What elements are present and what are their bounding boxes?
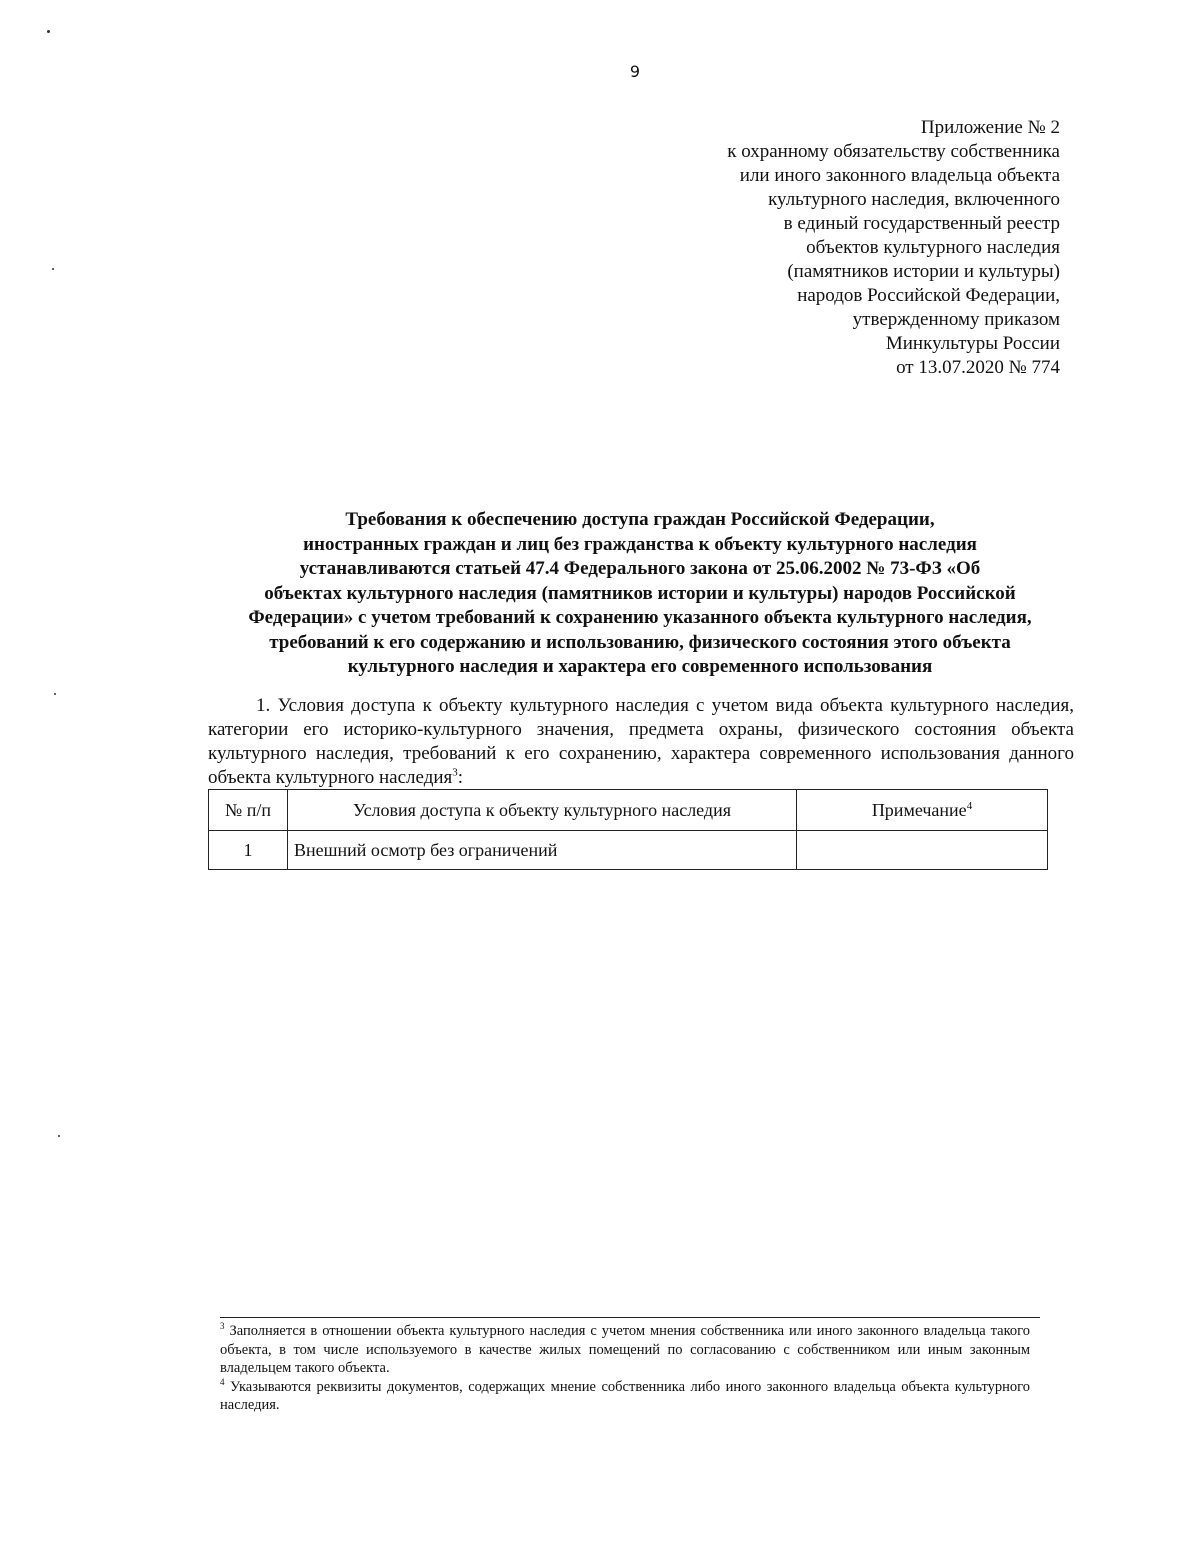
title-line: Федерации» с учетом требований к сохранению указанного объекта культурного наследия, [248,607,1032,628]
footnote-mark: 4 [220,1376,225,1387]
title-line: иностранных граждан и лиц без гражданства к объекту культурного наследия [303,533,977,555]
footnote-ref: 3 [452,766,458,779]
table-header-row [209,790,1048,831]
paragraph-text: 1. Условия доступа к объекту культурного наследия с учетом вида объекта культурного наследия, категории его историко-культурного значения, предмета охраны, физического состояния объекта культурного наследия, требований к его сохранению, характера современного использования данного объекта культурного наследия [208,695,1074,788]
appendix-line: от 13.07.2020 № 774 [896,357,1060,378]
appendix-line: или иного законного владельца объекта [739,165,1060,186]
scan-speck [52,268,54,270]
footnote-divider [220,1317,1040,1318]
document-title [200,508,1080,680]
scan-speck [54,693,56,695]
appendix-header [640,116,1060,380]
access-conditions-paragraph [208,694,1074,790]
footnote-item [220,1322,1030,1378]
title-line: требований к его содержанию и использованию, физического состояния этого объекта [269,631,1011,653]
appendix-line: Приложение № 2 [920,117,1060,138]
appendix-line: культурного наследия, включенного [768,189,1060,210]
footnote-ref: 4 [966,799,973,812]
header-note [797,790,1048,831]
footnote-text: Указываются реквизиты документов, содержащих мнение собственника либо иного законного владельца объекта культурного наследия. [220,1378,1030,1413]
title-line: объектах культурного наследия (памятников истории и культуры) народов Российской [264,582,1016,604]
appendix-line: Минкультуры России [885,333,1060,354]
scan-speck [58,1135,60,1137]
appendix-line: утвержденному приказом [852,309,1060,330]
footnote-text: Заполняется в отношении объекта культурного наследия с учетом мнения собственника или иного законного владельца такого объекта, в том числе используемого в качестве жилых помещений по согласованию с собственником или иным законным владельцем такого объекта. [220,1323,1030,1376]
title-line: устанавливаются статьей 47.4 Федерального закона от 25.06.2002 № 73-ФЗ «Об [299,558,981,579]
footnote-item [220,1378,1030,1415]
title-line: культурного наследия и характера его современного использования [347,656,933,677]
appendix-line: народов Российской Федерации, [797,285,1060,306]
appendix-line: (памятников истории и культуры) [787,261,1060,282]
appendix-line: к охранному обязательству собственника [727,141,1060,162]
appendix-line: объектов культурного наследия [806,237,1060,258]
page-number: 9 [629,62,641,81]
footnote-mark: 3 [220,1321,225,1332]
paragraph-ending: : [457,767,464,788]
row-number: 1 [209,831,288,870]
appendix-line: в единый государственный реестр [783,213,1060,234]
header-number: № п/п [209,790,288,831]
header-note-label: Примечание [871,799,967,820]
scan-speck [47,30,50,33]
row-note [797,831,1048,870]
row-conditions: Внешний осмотр без ограничений [288,831,797,870]
header-conditions: Условия доступа к объекту культурного наследия [288,790,797,831]
access-conditions-table [208,789,1048,870]
table-row [209,831,1048,870]
title-line: Требования к обеспечению доступа граждан Российской Федерации, [345,509,935,530]
footnotes [220,1322,1030,1415]
